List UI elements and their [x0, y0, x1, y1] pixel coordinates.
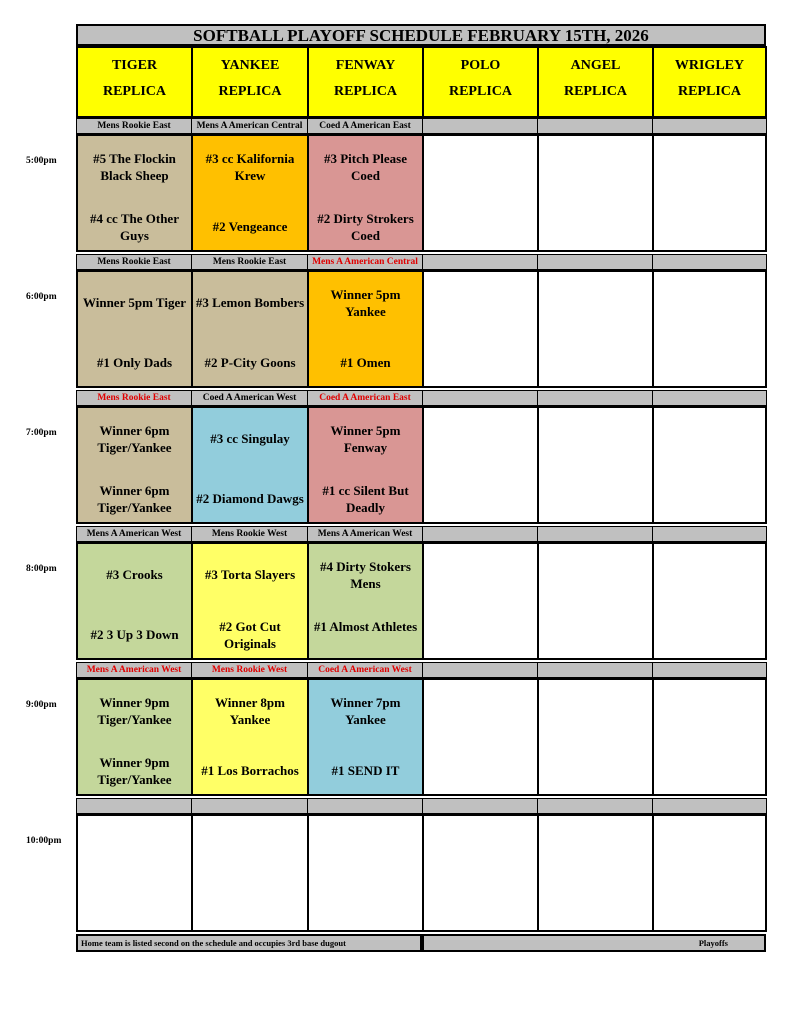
game-cell [191, 814, 309, 932]
game-cell [537, 542, 654, 660]
team-top: #4 Dirty Stokers Mens [320, 559, 411, 591]
game-cell [191, 678, 309, 796]
team-top: Winner 5pm Yankee [330, 287, 401, 319]
team-bottom: #2 Diamond Dawgs [196, 491, 304, 506]
team-bottom: #2 3 Up 3 Down [90, 627, 179, 642]
field-header [652, 46, 767, 118]
team-bottom: #1 cc Silent But Deadly [322, 483, 409, 515]
game-cell [537, 270, 654, 388]
division-label [652, 254, 767, 270]
division-label [652, 390, 767, 406]
division-label: Mens A American Central [191, 118, 308, 134]
division-label [422, 254, 538, 270]
game-cell [422, 406, 539, 524]
time-label: 8:00pm [26, 564, 57, 574]
time-label: 9:00pm [26, 700, 57, 710]
team-top: #3 Crooks [106, 567, 163, 582]
field-name: WRIGLEY [674, 58, 745, 73]
team-top: #3 Lemon Bombers [195, 295, 305, 310]
division-label: Mens Rookie East [76, 118, 192, 134]
game-cell [537, 406, 654, 524]
time-label: 10:00pm [26, 836, 62, 846]
field-header [537, 46, 654, 118]
team-top: #5 The Flockin Black Sheep [93, 151, 176, 183]
team-bottom: #2 Vengeance [212, 219, 288, 234]
field-sublabel: REPLICA [218, 84, 282, 99]
game-cell [191, 406, 309, 524]
page-title: SOFTBALL PLAYOFF SCHEDULE FEBRUARY 15TH, 2026 [76, 24, 766, 46]
field-name: POLO [460, 58, 501, 73]
field-header [76, 46, 193, 118]
division-label [422, 798, 538, 814]
division-label [537, 118, 653, 134]
team-top: #3 Torta Slayers [204, 567, 296, 582]
division-label [191, 798, 308, 814]
division-label: Mens Rookie East [76, 390, 192, 406]
team-bottom: #4 cc The Other Guys [90, 211, 179, 243]
game-cell [652, 678, 767, 796]
team-top: Winner 5pm Tiger [82, 295, 187, 310]
game-cell [422, 542, 539, 660]
team-top: Winner 7pm Yankee [330, 695, 401, 727]
team-bottom: #1 Almost Athletes [313, 619, 418, 634]
game-cell [652, 406, 767, 524]
division-label: Mens Rookie East [191, 254, 308, 270]
game-cell [191, 134, 309, 252]
game-cell [76, 542, 193, 660]
team-top: #3 cc Kalifornia Krew [205, 151, 295, 183]
team-top: #3 cc Singulay [210, 431, 290, 446]
division-label [422, 118, 538, 134]
division-label [307, 798, 423, 814]
division-label [422, 662, 538, 678]
game-cell [422, 270, 539, 388]
team-top: Winner 9pm Tiger/Yankee [97, 695, 172, 727]
field-sublabel: REPLICA [102, 84, 166, 99]
division-label [652, 526, 767, 542]
footer-right-label: Playoffs [422, 934, 766, 952]
field-name: YANKEE [220, 58, 280, 73]
game-cell [307, 542, 424, 660]
field-sublabel: REPLICA [563, 84, 627, 99]
division-label: Mens Rookie West [191, 526, 308, 542]
field-sublabel: REPLICA [448, 84, 512, 99]
game-cell [76, 814, 193, 932]
division-label: Mens A American West [76, 662, 192, 678]
division-label [537, 662, 653, 678]
game-cell [76, 406, 193, 524]
game-cell [191, 542, 309, 660]
game-cell [652, 134, 767, 252]
team-bottom: #2 P-City Goons [204, 355, 296, 370]
division-label [422, 390, 538, 406]
division-label [537, 798, 653, 814]
team-top: Winner 5pm Fenway [330, 423, 401, 455]
field-sublabel: REPLICA [677, 84, 741, 99]
game-cell [191, 270, 309, 388]
division-label: Mens A American Central [307, 254, 423, 270]
game-cell [537, 678, 654, 796]
game-cell [307, 678, 424, 796]
field-name: FENWAY [335, 58, 396, 73]
game-cell [76, 270, 193, 388]
field-sublabel: REPLICA [333, 84, 397, 99]
time-label: 6:00pm [26, 292, 57, 302]
game-cell [76, 134, 193, 252]
division-label: Coed A American West [191, 390, 308, 406]
division-label: Mens A American West [76, 526, 192, 542]
game-cell [422, 678, 539, 796]
team-top: Winner 6pm Tiger/Yankee [97, 423, 172, 455]
team-bottom: Winner 6pm Tiger/Yankee [97, 483, 172, 515]
team-bottom: #2 Got Cut Originals [219, 619, 281, 651]
game-cell [422, 134, 539, 252]
team-bottom: #1 Omen [340, 355, 391, 370]
team-bottom: Winner 9pm Tiger/Yankee [97, 755, 172, 787]
field-header [422, 46, 539, 118]
division-label: Coed A American East [307, 390, 423, 406]
team-bottom: #1 Only Dads [96, 355, 173, 370]
time-label: 7:00pm [26, 428, 57, 438]
division-label [422, 526, 538, 542]
division-label [537, 526, 653, 542]
field-name: TIGER [111, 58, 158, 73]
division-label [652, 798, 767, 814]
division-label [652, 662, 767, 678]
time-label: 5:00pm [26, 156, 57, 166]
game-cell [307, 270, 424, 388]
division-label [537, 254, 653, 270]
game-cell [422, 814, 539, 932]
game-cell [307, 134, 424, 252]
team-bottom: #1 Los Borrachos [201, 763, 299, 778]
field-name: ANGEL [570, 58, 621, 73]
division-label: Mens Rookie East [76, 254, 192, 270]
game-cell [652, 270, 767, 388]
team-bottom: #2 Dirty Strokers Coed [317, 211, 414, 243]
footer-note: Home team is listed second on the schedule and occupies 3rd base dugout [76, 934, 422, 952]
division-label [537, 390, 653, 406]
division-label [652, 118, 767, 134]
field-header [307, 46, 424, 118]
division-label: Coed A American East [307, 118, 423, 134]
division-label: Coed A American West [307, 662, 423, 678]
field-header [191, 46, 309, 118]
game-cell [652, 542, 767, 660]
game-cell [307, 814, 424, 932]
division-label: Mens A American West [307, 526, 423, 542]
division-label [76, 798, 192, 814]
game-cell [76, 678, 193, 796]
division-label: Mens Rookie West [191, 662, 308, 678]
game-cell [307, 406, 424, 524]
team-top: Winner 8pm Yankee [215, 695, 285, 727]
game-cell [537, 134, 654, 252]
game-cell [652, 814, 767, 932]
game-cell [537, 814, 654, 932]
team-top: #3 Pitch Please Coed [323, 151, 408, 183]
team-bottom: #1 SEND IT [331, 763, 400, 778]
